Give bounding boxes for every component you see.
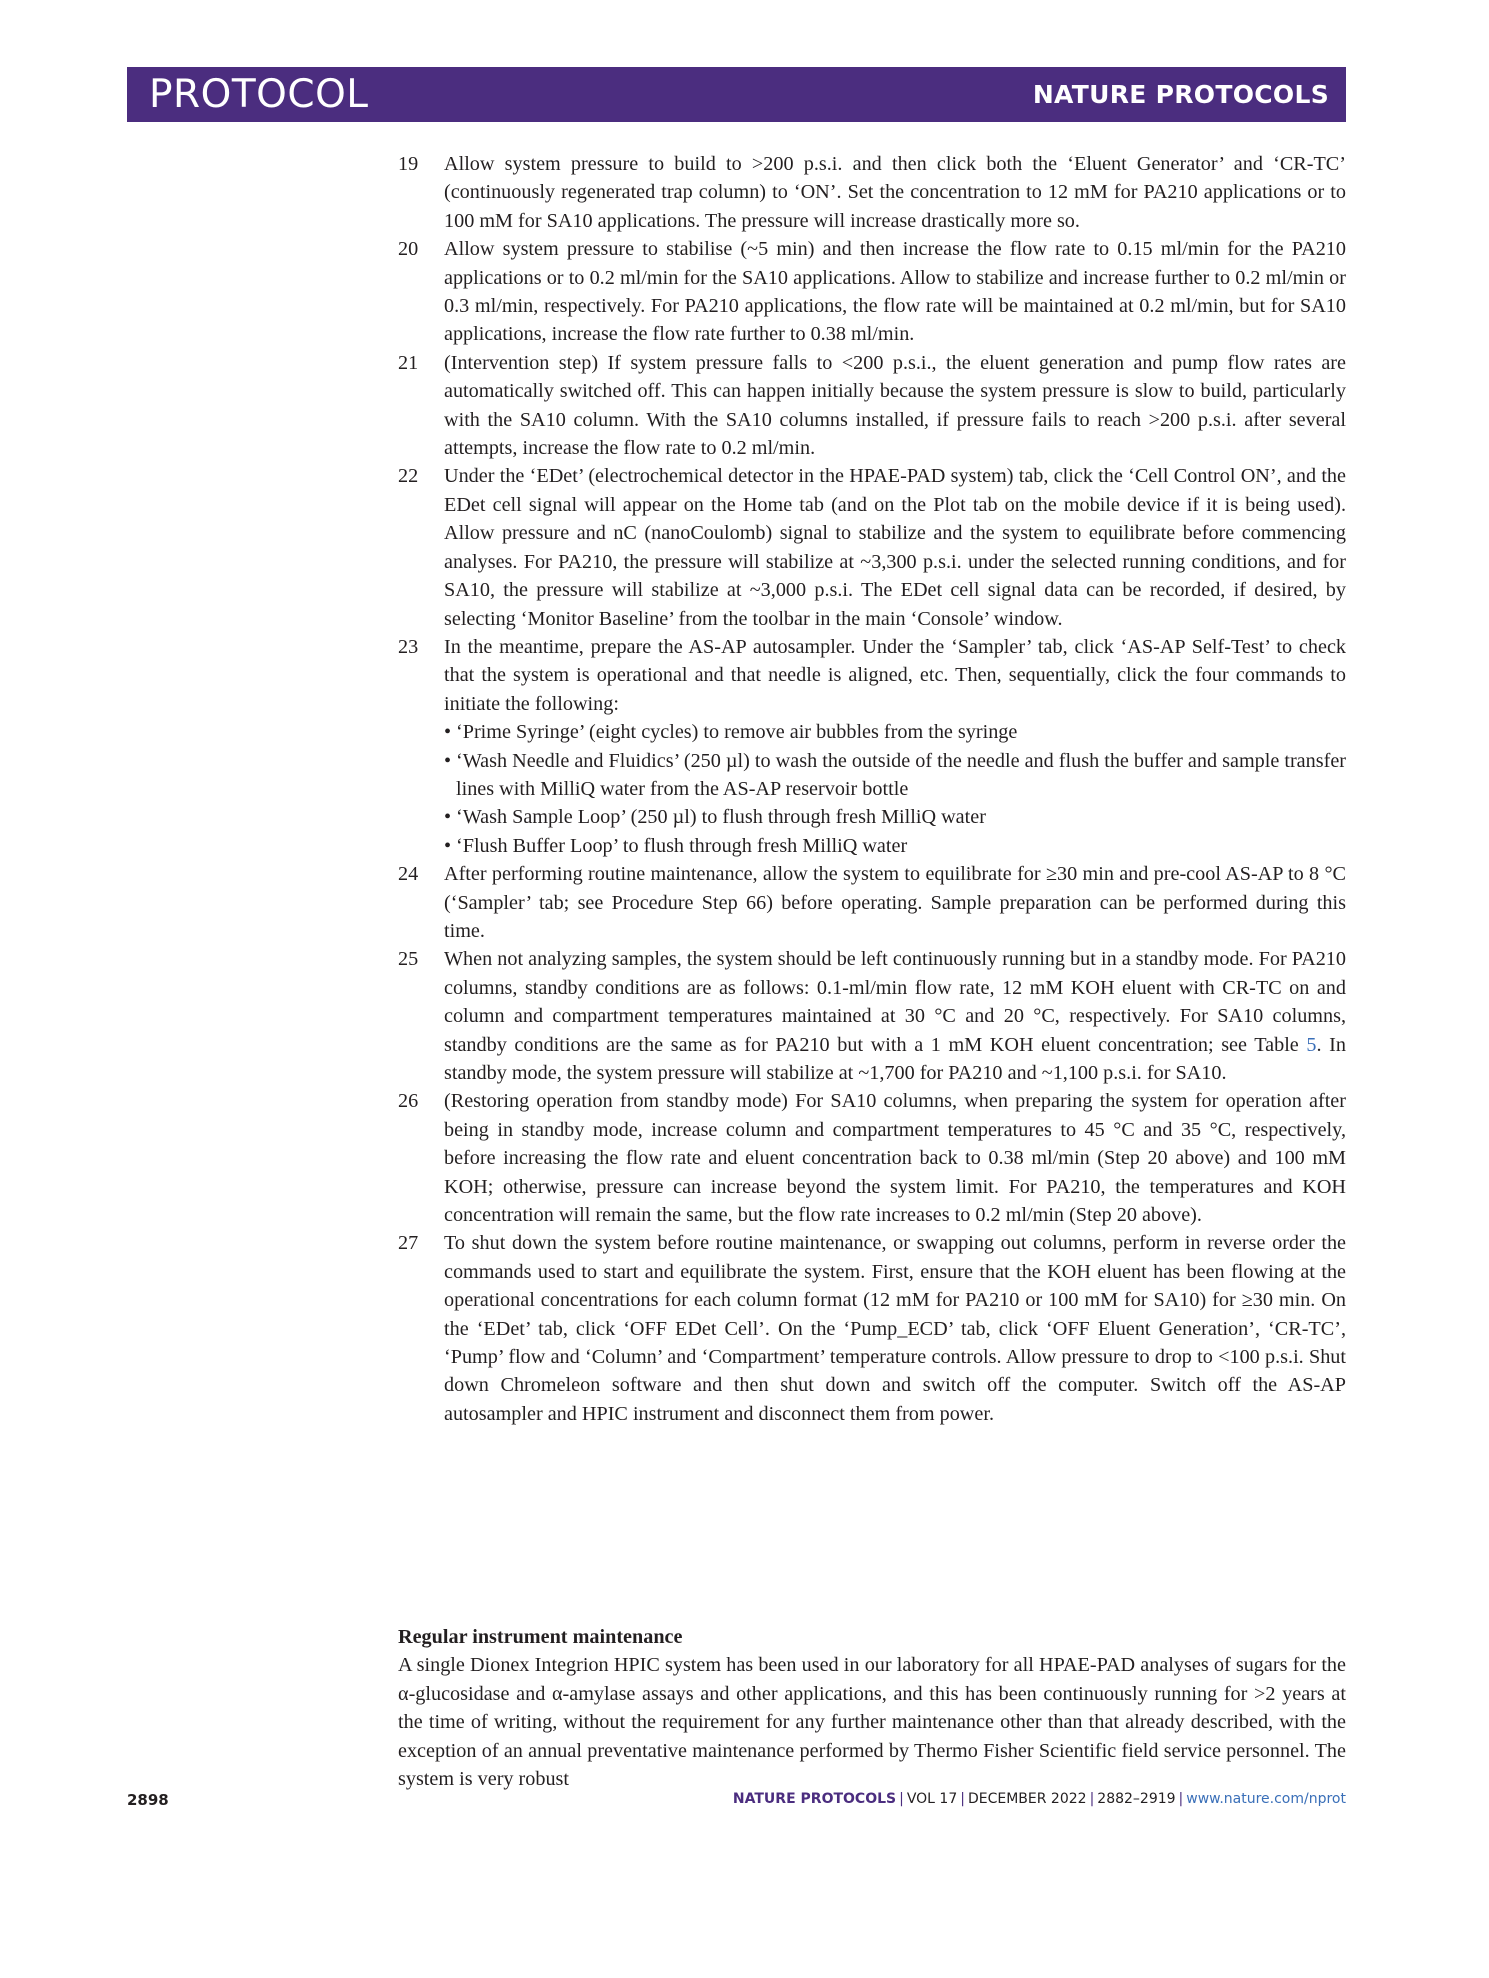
step-23 <box>398 633 1346 860</box>
page-number: 2898 <box>127 1791 169 1809</box>
step-text: (Intervention step) If system pressure falls to <200 p.s.i., the eluent generation and pump flow rates are automatically switched off. This can happen initially because the system pressure is slow to build, particularly with the SA10 column. With the SA10 columns installed, if pressure fails to reach >200 p.s.i. after several attempts, increase the flow rate to 0.2 ml/min. <box>444 351 1346 460</box>
step-27 <box>398 1229 1346 1428</box>
step-text: Allow system pressure to stabilise (~5 min) and then increase the flow rate to 0.15 ml/min for the PA210 applications or to 0.2 ml/min for the SA10 applications. Allow to stabilize and increase further to 0.2 ml/min or 0.3 ml/min, respectively. For PA210 applications, the flow rate will be maintained at 0.2 ml/min, but for SA10 applications, increase the flow rate further to 0.38 ml/min. <box>444 238 1346 346</box>
section-paragraph: A single Dionex Integrion HPIC system has been used in our laboratory for all HPAE-PAD analyses of sugars for the α-glucosidase and α-amylase assays and other applications, and this has been continuously running for >2 years at the time of writing, without the requirement for any further maintenance other than that already described, with the exception of an annual preventative maintenance performed by Thermo Fisher Scientific field service personnel. The system is very robust <box>398 1654 1346 1791</box>
step-number: 26 <box>398 1090 419 1113</box>
section-heading: Regular instrument maintenance <box>398 1626 683 1648</box>
step-25 <box>398 945 1346 1087</box>
header-bar <box>127 67 1346 122</box>
table-5-link[interactable]: 5 <box>1306 1033 1317 1056</box>
bullet-item: • ‘Wash Sample Loop’ (250 µl) to flush through fresh MilliQ water <box>444 803 1346 831</box>
footer-pages: 2882–2919 <box>1097 1791 1176 1807</box>
footer-citation <box>733 1791 1346 1807</box>
footer-separator: | <box>960 1791 965 1807</box>
step-text: In the meantime, prepare the AS-AP autosampler. Under the ‘Sampler’ tab, click ‘AS-AP Self-Test’ to check that the system is operational and that needle is aligned, etc. Then, sequentially, click the four commands to initiate the following: <box>444 635 1346 715</box>
step-text: (Restoring operation from standby mode) For SA10 columns, when preparing the system for operation after being in standby mode, increase column and compartment temperatures to 45 °C and 35 °C, respectively, before increasing the flow rate and eluent concentration back to 0.38 ml/min (Step 20 above) and 100 mM KOH; otherwise, pressure can increase beyond the system limit. For PA210, the temperatures and KOH concentration will remain the same, but the flow rate increases to 0.2 ml/min (Step 20 above). <box>444 1090 1346 1227</box>
step-text: Allow system pressure to build to >200 p.s.i. and then click both the ‘Eluent Generator’ and ‘CR-TC’ (continuously regenerated trap column) to ‘ON’. Set the concentration to 12 mM for PA210 applications or to 100 mM for SA10 applications. The pressure will increase drastically more so. <box>444 153 1346 232</box>
step-text: After performing routine maintenance, allow the system to equilibrate for ≥30 min and pre-cool AS-AP to 8 °C (‘Sampler’ tab; see Procedure Step 66) before operating. Sample preparation can be performed during this time. <box>444 863 1346 942</box>
step-number: 25 <box>398 948 419 971</box>
bullet-item: • ‘Wash Needle and Fluidics’ (250 µl) to wash the outside of the needle and flush the buffer and sample transfer lines with MilliQ water from the AS-AP reservoir bottle <box>444 747 1346 804</box>
step-number: 23 <box>398 635 419 658</box>
footer-separator: | <box>1178 1791 1184 1807</box>
step-number: 24 <box>398 863 419 886</box>
step-number: 19 <box>398 153 419 175</box>
step-number: 22 <box>398 465 419 488</box>
footer-separator: | <box>1089 1791 1095 1807</box>
maintenance-section <box>398 1623 1346 1793</box>
footer-date: DECEMBER 2022 <box>967 1791 1087 1807</box>
bullet-item: • ‘Flush Buffer Loop’ to flush through fresh MilliQ water <box>444 832 1346 860</box>
step-26 <box>398 1087 1346 1229</box>
step-20 <box>398 235 1346 349</box>
procedure-steps <box>398 150 1346 1428</box>
step-number: 27 <box>398 1232 419 1255</box>
footer-separator: | <box>899 1791 904 1807</box>
step-21 <box>398 349 1346 463</box>
step-24 <box>398 860 1346 945</box>
journal-name: NATURE PROTOCOLS <box>1032 80 1329 109</box>
step-number: 21 <box>398 351 419 374</box>
bullet-list <box>444 718 1346 860</box>
step-text <box>444 945 1346 1087</box>
step-19 <box>398 150 1346 235</box>
step-number: 20 <box>398 238 419 261</box>
step-text-part: . In standby mode, the system pressure will stabilize at ~1,700 for PA210 and ~1,100 p.s.i. for SA10. <box>444 1033 1346 1084</box>
step-text-part: When not analyzing samples, the system should be left continuously running but in a standby mode. For PA210 columns, standby conditions are as follows: 0.1-ml/min flow rate, 12 mM KOH eluent with CR-TC on and column and compartment temperatures maintained at 30 °C and 20 °C, respectively. For SA10 columns, standby conditions are the same as for PA210 but with a 1 mM KOH eluent concentration; see Table <box>444 948 1346 1056</box>
section-label: PROTOCOL <box>149 72 369 117</box>
footer-journal: NATURE PROTOCOLS <box>732 1791 897 1807</box>
step-22 <box>398 462 1346 632</box>
footer-volume: VOL 17 <box>906 1791 958 1807</box>
step-text: Under the ‘EDet’ (electrochemical detector in the HPAE-PAD system) tab, click the ‘Cell Control ON’, and the EDet cell signal will appear on the Home tab (and on the Plot tab on the mobile device if it is being used). Allow pressure and nC (nanoCoulomb) signal to stabilize and the system to equilibrate before commencing analyses. For PA210, the pressure will stabilize at ~3,300 p.s.i. under the selected running conditions, and for SA10, the pressure will stabilize at ~3,000 p.s.i. The EDet cell signal data can be recorded, if desired, by selecting ‘Monitor Baseline’ from the toolbar in the main ‘Console’ window. <box>444 465 1346 630</box>
bullet-item: • ‘Prime Syringe’ (eight cycles) to remove air bubbles from the syringe <box>444 718 1346 746</box>
journal-url-link[interactable]: www.nature.com/nprot <box>1186 1791 1346 1807</box>
step-text: To shut down the system before routine maintenance, or swapping out columns, perform in reverse order the commands used to start and equilibrate the system. First, ensure that the KOH eluent has been flowing at the operational concentrations for each column format (12 mM for PA210 or 100 mM for SA10) for ≥30 min. On the ‘EDet’ tab, click ‘OFF EDet Cell’. On the ‘Pump_ECD’ tab, click ‘OFF Eluent Generation’, ‘CR-TC’, ‘Pump’ flow and ‘Column’ and ‘Compartment’ temperature controls. Allow pressure to drop to <100 p.s.i. Shut down Chromeleon software and then shut down and switch off the computer. Switch off the AS-AP autosampler and HPIC instrument and disconnect them from power. <box>444 1232 1346 1425</box>
